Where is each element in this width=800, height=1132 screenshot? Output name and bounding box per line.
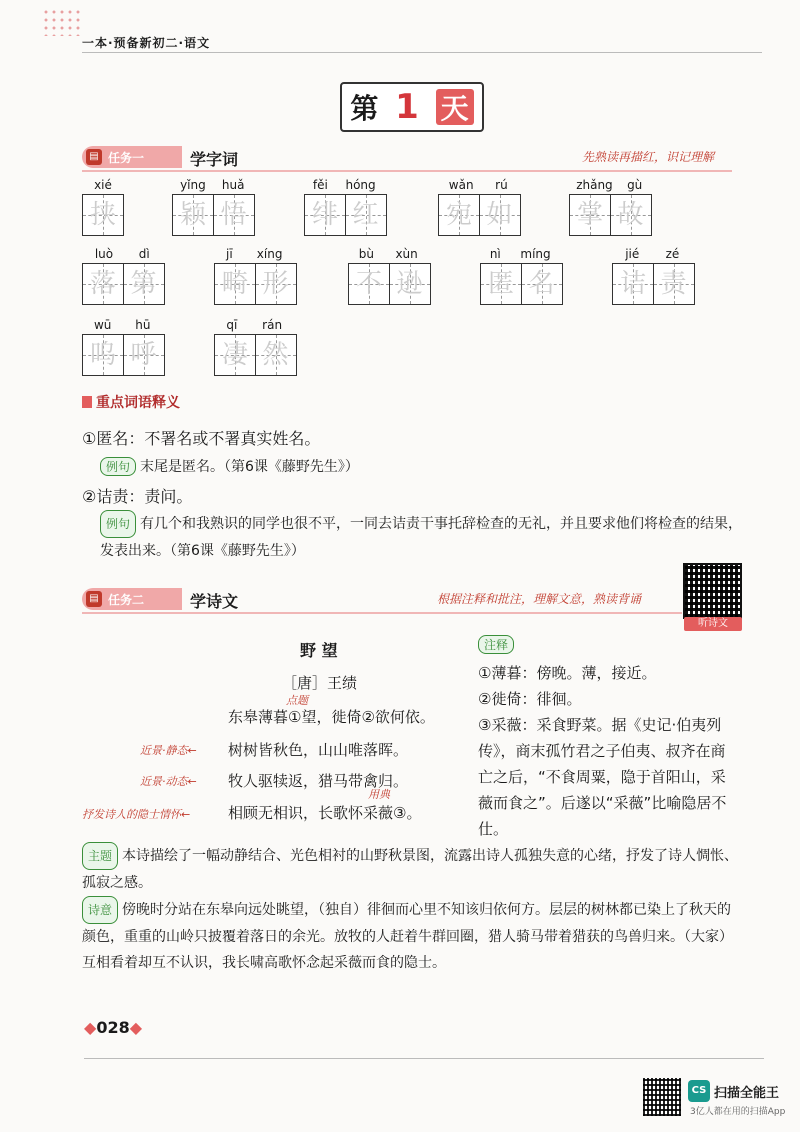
camscanner-logo-icon: CS [688,1080,710,1102]
tian-grid-box [172,194,214,236]
meaning-label: 诗意 [82,896,118,924]
pinyin: gù [627,178,643,192]
note-item: ①薄暮：傍晚。薄，接近。 [478,664,657,682]
listen-poem-label[interactable]: 听诗文 [684,617,742,631]
trace-character: 畸 [221,269,248,299]
trace-character: 诘 [619,269,646,299]
pinyin-row [438,178,519,192]
trace-character: 颖 [179,200,206,230]
word-item [214,247,295,305]
task2-tag-label: 任务二 [108,593,145,607]
pinyin: zhǎng [576,178,613,192]
trace-character: 掌 [576,200,603,230]
notes-label-text: 注释 [478,635,514,654]
pinyin: luò [94,247,114,261]
pinyin-row [172,178,253,192]
trace-character: 落 [89,269,116,299]
pinyin: wǎn [448,178,474,192]
tian-grid-row [82,334,163,376]
tian-grid-row [172,194,253,236]
tian-grid-box [123,334,165,376]
trace-character: 不 [355,269,382,299]
task1-title: 学字词 [190,150,239,169]
notes-list [478,660,740,842]
trace-character: 故 [617,200,644,230]
tian-grid-box [255,334,297,376]
tian-grid-row [214,334,295,376]
poem-line-2: 树树皆秋色，山山唯落晖。 [228,741,409,759]
word-item [82,178,124,236]
tian-grid-box [255,263,297,305]
decorative-dots [42,8,82,36]
tian-grid-box [569,194,611,236]
task1-tag-label: 任务一 [108,151,145,165]
vocab-example-1 [100,456,740,476]
tian-grid-box [82,263,124,305]
pinyin-row [612,247,693,261]
day-badge [340,82,484,132]
tian-grid-box [123,263,165,305]
tian-grid-row [612,263,693,305]
poem-annotation-top-1: 点题 [286,694,308,707]
vocab-example-2 [100,510,750,564]
trace-character: 匿 [487,269,514,299]
word-item [82,318,163,376]
poem-annotation-top-4: 用典 [368,788,390,801]
task1-underline [82,170,732,172]
book-icon: ▤ [86,591,102,607]
word-item [612,247,693,305]
poem-annotation-2 [140,742,197,758]
poem-author: ［唐］王绩 [282,674,358,692]
tian-grid-row [480,263,561,305]
tian-grid-box [345,194,387,236]
watermark-qr-code [643,1078,681,1116]
tian-grid-row [82,263,163,305]
word-item [569,178,650,236]
trace-character: 逊 [396,269,423,299]
tian-grid-row [569,194,650,236]
tian-grid-row [214,263,295,305]
note-item: ③采薇：采食野菜。据《史记·伯夷列传》，商末孤竹君之子伯夷、叔齐在商亡之后，“不食周粟，隐于首阳山，采薇而食之”。后遂以“采薇”比喻隐居不仕。 [478,716,727,838]
pinyin: nì [489,247,501,261]
task1-tag [82,146,182,168]
tian-grid-box [653,263,695,305]
trace-character: 凄 [221,340,248,370]
vocab-heading [82,392,180,412]
notes-label [478,634,518,654]
poem-line-1: 东皋薄暮①望，徙倚②欲何依。 [228,708,435,726]
pinyin: hū [135,318,151,332]
word-item [438,178,519,236]
series-title: 一本·预备新初二·语文 [82,36,211,50]
watermark-subtitle: 3亿人都在用的扫描App [690,1107,786,1117]
pinyin-row [214,247,295,261]
arrow-left-icon: ← [187,775,197,788]
tian-grid-box [82,194,124,236]
word-item [172,178,253,236]
pinyin: qī [226,318,238,332]
vocab-def-2: ②诘责：责问。 [82,487,193,506]
vocab-heading-text: 重点词语释义 [96,395,180,411]
example-text: 有几个和我熟识的同学也很不平，一同去诘责干事托辞检查的无礼，并且要求他们将检查的结果，发表出来。（第6课《藤野先生》） [100,516,743,559]
page-number-text: 028 [96,1018,130,1037]
tian-grid-box [479,194,521,236]
annotation-text: 抒发诗人的隐士情怀 [82,808,181,821]
pinyin-row [214,318,295,332]
word-item [348,247,429,305]
note-item: ②徙倚：徘徊。 [478,690,582,708]
qr-code[interactable] [683,563,742,619]
page-number: ◆028◆ [84,1018,143,1037]
header-divider [82,52,762,53]
trace-character: 名 [528,269,555,299]
tian-grid-row [304,194,385,236]
trace-character: 第 [130,269,157,299]
pinyin: xíng [256,247,283,261]
pinyin: hóng [345,178,376,192]
tian-grid-box [214,334,256,376]
trace-character: 然 [262,340,289,370]
task1-bar [82,146,732,168]
trace-character: 如 [486,200,513,230]
tian-grid-box [348,263,390,305]
day-prefix: 第 [350,92,379,125]
poem-line-3: 牧人驱犊返，猎马带禽归。 [228,772,409,790]
tian-grid-row [348,263,429,305]
footer-divider [84,1058,764,1059]
example-label: 例句 [100,510,136,538]
tian-grid-box [438,194,480,236]
pinyin: zé [665,247,680,261]
pinyin: míng [520,247,551,261]
tian-grid-row [82,194,123,236]
trace-character: 红 [352,200,379,230]
pinyin: rú [495,178,508,192]
pinyin: bù [358,247,374,261]
pinyin-row [480,247,561,261]
tian-grid-box [612,263,654,305]
pinyin-row [348,247,429,261]
poem-annotation-3 [140,773,197,789]
day-number: 1 [395,87,419,127]
trace-character: 责 [660,269,687,299]
vocab-def-1: ①匿名：不署名或不署真实姓名。 [82,429,321,448]
theme-label: 主题 [82,842,118,870]
tian-grid-box [610,194,652,236]
arrow-left-icon: ← [187,744,197,757]
pinyin: xié [94,178,112,192]
annotation-text: 近景·动态 [140,775,188,788]
square-icon [82,396,92,408]
word-item [480,247,561,305]
example-text: 末尾是匿名。（第6课《藤野先生》） [140,459,359,475]
word-item [304,178,385,236]
pinyin: wū [93,318,112,332]
pinyin: huǎ [221,178,245,192]
trace-character: 呼 [130,340,157,370]
task2-bar [82,588,682,610]
task1-note: 先熟读再描红，识记理解 [582,150,715,164]
tian-grid-box [304,194,346,236]
pinyin-row [569,178,650,192]
trace-character: 宛 [445,200,472,230]
task2-title: 学诗文 [190,592,239,611]
task2-underline [82,612,682,614]
pinyin: rán [262,318,283,332]
trace-character: 形 [262,269,289,299]
poem-annotation-4 [82,806,190,822]
day-suffix: 天 [436,89,474,125]
tian-grid-box [82,334,124,376]
pinyin: yǐng [180,178,206,192]
pinyin-row [304,178,385,192]
word-item [214,318,295,376]
pinyin: dì [138,247,150,261]
watermark-name: 扫描全能王 [714,1086,780,1101]
theme-text: 本诗描绘了一幅动静结合、光色相衬的山野秋景图，流露出诗人孤独失意的心绪，抒发了诗人惆怅、孤寂之感。 [82,848,739,891]
pinyin-row [82,247,163,261]
word-item [82,247,163,305]
tian-grid-box [213,194,255,236]
pinyin: jī [226,247,233,261]
tian-grid-box [214,263,256,305]
pinyin: fěi [312,178,328,192]
arrow-left-icon: ← [181,808,191,821]
poem-line-4: 相顾无相识，长歌怀采薇③。 [228,804,422,822]
tian-grid-box [480,263,522,305]
tian-grid-box [521,263,563,305]
meaning-section [82,896,742,976]
trace-character: 绯 [311,200,338,230]
pinyin: jié [625,247,640,261]
pinyin-row [82,318,163,332]
task2-tag [82,588,182,610]
pinyin: xùn [395,247,418,261]
tian-grid-row [438,194,519,236]
trace-character: 呜 [89,340,116,370]
task2-note: 根据注释和批注，理解文意，熟读背诵 [437,592,642,606]
poem-title: 野 望 [300,641,338,660]
book-icon: ▤ [86,149,102,165]
theme-section [82,842,742,896]
meaning-text: 傍晚时分站在东皋向远处眺望，（独自）徘徊而心里不知该归依何方。层层的树林都已染上了秋天的颜色，重重的山岭只披覆着落日的余光。放牧的人赶着牛群回圈，猎人骑马带着猎获的鸟兽归来。（大家）互相看着却互不认识，我长啸高歌怀念起采薇而食的隐士。 [82,902,733,971]
trace-character: 悟 [220,200,247,230]
annotation-text: 近景·静态 [140,744,188,757]
tian-grid-box [389,263,431,305]
example-label: 例句 [100,457,136,476]
trace-character: 挟 [89,200,116,230]
pinyin-row [82,178,124,192]
